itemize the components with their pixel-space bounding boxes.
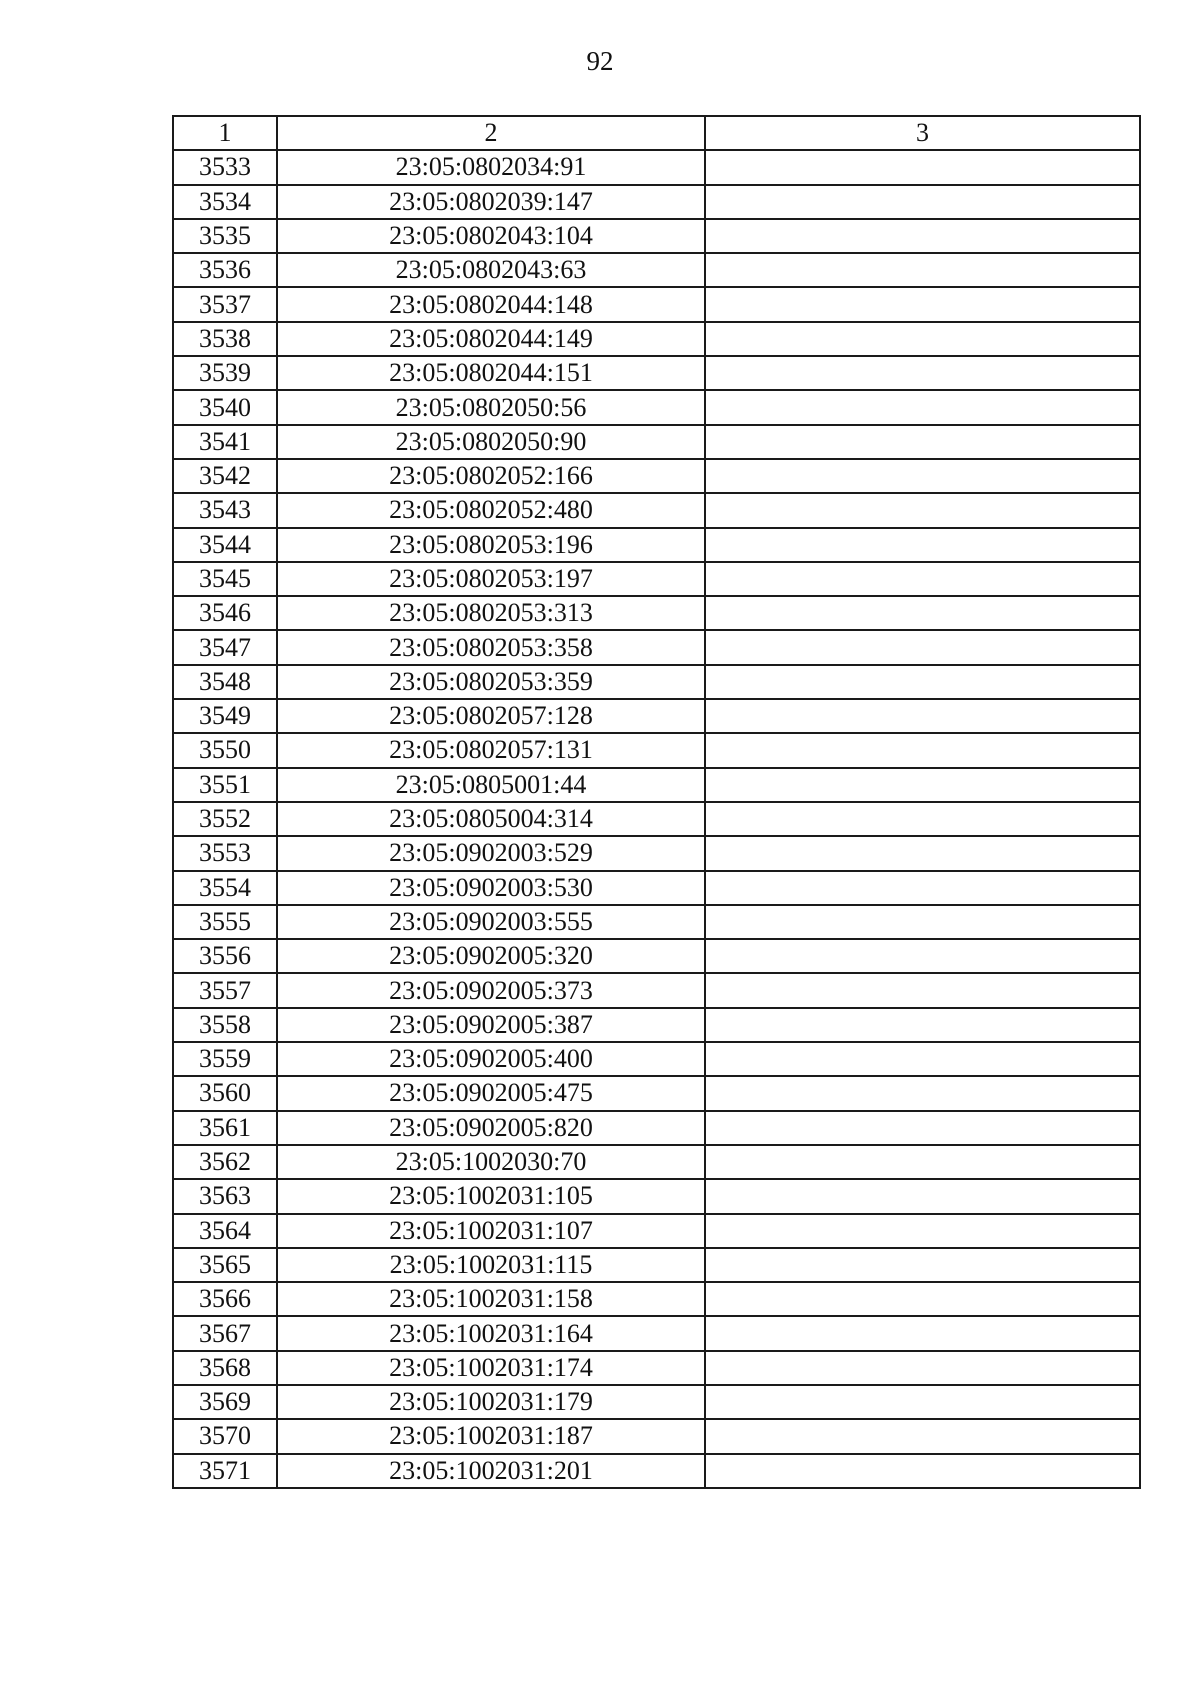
cadastral-number-cell: 23:05:1002031:201 [277,1454,705,1488]
table-row [173,1179,1140,1213]
table-row [173,973,1140,1007]
row-number-cell: 3545 [173,562,277,596]
table-row [173,905,1140,939]
cadastral-number-cell: 23:05:1002030:70 [277,1145,705,1179]
notes-cell [705,150,1140,184]
notes-cell [705,1351,1140,1385]
cadastral-number-cell: 23:05:0802039:147 [277,185,705,219]
notes-cell [705,1248,1140,1282]
cadastral-number-cell: 23:05:0802043:63 [277,253,705,287]
table-row [173,1282,1140,1316]
table-row [173,939,1140,973]
cadastral-number-cell: 23:05:0805004:314 [277,802,705,836]
notes-cell [705,665,1140,699]
row-number-cell: 3559 [173,1042,277,1076]
table-header-row [173,116,1140,150]
table-row [173,287,1140,321]
notes-cell [705,699,1140,733]
row-number-cell: 3554 [173,871,277,905]
table-body [173,150,1140,1488]
row-number-cell: 3533 [173,150,277,184]
notes-cell [705,1282,1140,1316]
table-row [173,1385,1140,1419]
table-row [173,768,1140,802]
notes-cell [705,390,1140,424]
row-number-cell: 3571 [173,1454,277,1488]
column-header-2: 2 [277,116,705,150]
cadastral-number-cell: 23:05:1002031:187 [277,1419,705,1453]
row-number-cell: 3550 [173,733,277,767]
notes-cell [705,219,1140,253]
notes-cell [705,1008,1140,1042]
notes-cell [705,836,1140,870]
notes-cell [705,356,1140,390]
table-row [173,150,1140,184]
row-number-cell: 3539 [173,356,277,390]
cadastral-number-cell: 23:05:0902003:529 [277,836,705,870]
notes-cell [705,1145,1140,1179]
notes-cell [705,1419,1140,1453]
row-number-cell: 3565 [173,1248,277,1282]
cadastral-number-cell: 23:05:0802053:196 [277,528,705,562]
row-number-cell: 3562 [173,1145,277,1179]
cadastral-number-cell: 23:05:0902005:373 [277,973,705,1007]
cadastral-number-cell: 23:05:0802050:90 [277,425,705,459]
row-number-cell: 3543 [173,493,277,527]
table-row [173,425,1140,459]
cadastral-number-cell: 23:05:1002031:158 [277,1282,705,1316]
row-number-cell: 3558 [173,1008,277,1042]
cadastral-number-cell: 23:05:0902005:400 [277,1042,705,1076]
row-number-cell: 3563 [173,1179,277,1213]
notes-cell [705,596,1140,630]
cadastral-table [172,115,1141,1489]
row-number-cell: 3569 [173,1385,277,1419]
row-number-cell: 3549 [173,699,277,733]
cadastral-number-cell: 23:05:0902003:555 [277,905,705,939]
row-number-cell: 3538 [173,322,277,356]
notes-cell [705,733,1140,767]
notes-cell [705,939,1140,973]
table-row [173,1248,1140,1282]
cadastral-number-cell: 23:05:0802034:91 [277,150,705,184]
notes-cell [705,1076,1140,1110]
table-row [173,1008,1140,1042]
table-row [173,836,1140,870]
cadastral-number-cell: 23:05:0902005:387 [277,1008,705,1042]
page-number: 92 [586,46,614,76]
notes-cell [705,459,1140,493]
cadastral-number-cell: 23:05:0802044:151 [277,356,705,390]
cadastral-number-cell: 23:05:0802053:197 [277,562,705,596]
notes-cell [705,768,1140,802]
cadastral-number-cell: 23:05:1002031:115 [277,1248,705,1282]
column-header-3: 3 [705,116,1140,150]
notes-cell [705,562,1140,596]
notes-cell [705,905,1140,939]
cadastral-number-cell: 23:05:0802057:131 [277,733,705,767]
notes-cell [705,253,1140,287]
cadastral-number-cell: 23:05:0802053:359 [277,665,705,699]
table-row [173,1316,1140,1350]
row-number-cell: 3560 [173,1076,277,1110]
notes-cell [705,1042,1140,1076]
notes-cell [705,1214,1140,1248]
notes-cell [705,493,1140,527]
cadastral-number-cell: 23:05:1002031:164 [277,1316,705,1350]
table-row [173,1111,1140,1145]
table-row [173,459,1140,493]
notes-cell [705,322,1140,356]
row-number-cell: 3534 [173,185,277,219]
notes-cell [705,973,1140,1007]
row-number-cell: 3542 [173,459,277,493]
row-number-cell: 3541 [173,425,277,459]
cadastral-number-cell: 23:05:1002031:105 [277,1179,705,1213]
row-number-cell: 3547 [173,630,277,664]
row-number-cell: 3540 [173,390,277,424]
cadastral-number-cell: 23:05:0802052:480 [277,493,705,527]
cadastral-number-cell: 23:05:0902005:320 [277,939,705,973]
table-row [173,493,1140,527]
row-number-cell: 3561 [173,1111,277,1145]
column-header-1: 1 [173,116,277,150]
cadastral-number-cell: 23:05:0802053:358 [277,630,705,664]
notes-cell [705,630,1140,664]
notes-cell [705,528,1140,562]
table-row [173,1042,1140,1076]
table-row [173,802,1140,836]
cadastral-number-cell: 23:05:0802043:104 [277,219,705,253]
notes-cell [705,1316,1140,1350]
cadastral-number-cell: 23:05:1002031:174 [277,1351,705,1385]
table-row [173,699,1140,733]
table-row [173,1076,1140,1110]
row-number-cell: 3557 [173,973,277,1007]
table-row [173,185,1140,219]
row-number-cell: 3548 [173,665,277,699]
table-row [173,356,1140,390]
row-number-cell: 3566 [173,1282,277,1316]
cadastral-number-cell: 23:05:0802044:149 [277,322,705,356]
notes-cell [705,1385,1140,1419]
cadastral-number-cell: 23:05:0802050:56 [277,390,705,424]
cadastral-number-cell: 23:05:0902005:475 [277,1076,705,1110]
table-row [173,596,1140,630]
cadastral-number-cell: 23:05:0802052:166 [277,459,705,493]
row-number-cell: 3536 [173,253,277,287]
notes-cell [705,185,1140,219]
row-number-cell: 3568 [173,1351,277,1385]
row-number-cell: 3564 [173,1214,277,1248]
table-row [173,219,1140,253]
row-number-cell: 3567 [173,1316,277,1350]
table-row [173,528,1140,562]
row-number-cell: 3551 [173,768,277,802]
notes-cell [705,287,1140,321]
notes-cell [705,802,1140,836]
notes-cell [705,425,1140,459]
notes-cell [705,871,1140,905]
notes-cell [705,1454,1140,1488]
table-row [173,1214,1140,1248]
cadastral-number-cell: 23:05:0802057:128 [277,699,705,733]
cadastral-number-cell: 23:05:1002031:179 [277,1385,705,1419]
table-row [173,630,1140,664]
row-number-cell: 3570 [173,1419,277,1453]
table-row [173,1145,1140,1179]
table-row [173,733,1140,767]
row-number-cell: 3537 [173,287,277,321]
table-row [173,253,1140,287]
row-number-cell: 3544 [173,528,277,562]
cadastral-number-cell: 23:05:0902005:820 [277,1111,705,1145]
row-number-cell: 3553 [173,836,277,870]
row-number-cell: 3552 [173,802,277,836]
row-number-cell: 3555 [173,905,277,939]
cadastral-number-cell: 23:05:0802053:313 [277,596,705,630]
cadastral-number-cell: 23:05:1002031:107 [277,1214,705,1248]
row-number-cell: 3535 [173,219,277,253]
row-number-cell: 3546 [173,596,277,630]
notes-cell [705,1111,1140,1145]
cadastral-number-cell: 23:05:0902003:530 [277,871,705,905]
table-row [173,390,1140,424]
table-row [173,322,1140,356]
row-number-cell: 3556 [173,939,277,973]
cadastral-number-cell: 23:05:0805001:44 [277,768,705,802]
table-row [173,665,1140,699]
notes-cell [705,1179,1140,1213]
table-row [173,1351,1140,1385]
table-row [173,1419,1140,1453]
cadastral-number-cell: 23:05:0802044:148 [277,287,705,321]
table-row [173,871,1140,905]
table-row [173,1454,1140,1488]
table-row [173,562,1140,596]
